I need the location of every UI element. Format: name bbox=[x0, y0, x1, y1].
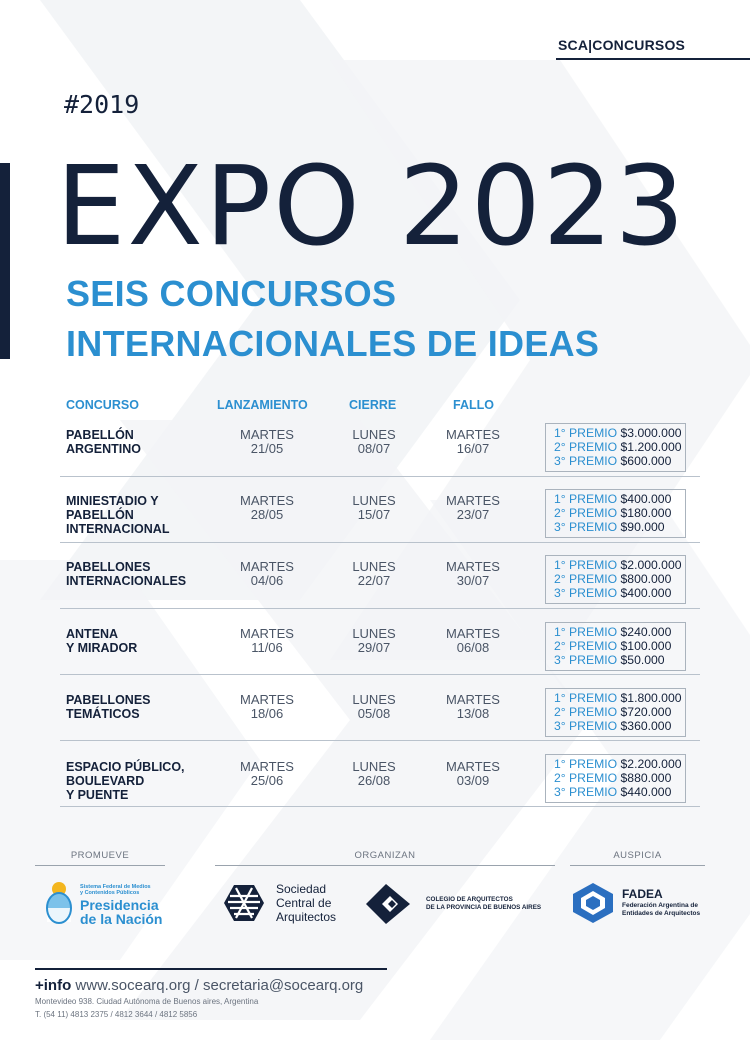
competition-name-line: INTERNACIONAL bbox=[66, 522, 170, 536]
row-divider bbox=[60, 608, 700, 609]
auspicia-divider bbox=[570, 865, 705, 866]
launch-date: MARTES 04/06 bbox=[240, 559, 294, 588]
prize-box: 1° PREMIO $3.000.000 2° PREMIO $1.200.000 3° PREMIO $600.000 bbox=[545, 423, 686, 472]
brand-underline bbox=[556, 58, 750, 60]
launch-date: MARTES 18/06 bbox=[240, 692, 294, 721]
subtitle-line-2: INTERNACIONALES DE IDEAS bbox=[66, 323, 600, 364]
verdict-date: MARTES 03/09 bbox=[446, 759, 500, 788]
argentina-coat-of-arms-icon bbox=[42, 880, 76, 926]
promueve-label: PROMUEVE bbox=[70, 850, 130, 861]
close-date: LUNES 22/07 bbox=[352, 559, 396, 588]
promueve-divider bbox=[35, 865, 165, 866]
header-lanzamiento: LANZAMIENTO bbox=[217, 398, 308, 412]
info-links[interactable]: www.socearq.org / secretaria@socearq.org bbox=[75, 977, 364, 994]
competition-name-line: PABELLONES bbox=[66, 693, 151, 707]
prize-box: 1° PREMIO $240.000 2° PREMIO $100.000 3° PREMIO $50.000 bbox=[545, 622, 686, 671]
competition-name-line: Y MIRADOR bbox=[66, 641, 138, 655]
launch-date: MARTES 11/06 bbox=[240, 626, 294, 655]
info-line bbox=[35, 977, 363, 994]
organizan-divider bbox=[215, 865, 555, 866]
verdict-date: MARTES 06/08 bbox=[446, 626, 500, 655]
info-label: +info bbox=[35, 977, 72, 994]
fadea-logo-icon bbox=[571, 882, 615, 924]
colegio-arquitectos-logo-icon bbox=[364, 882, 412, 926]
phone: T. (54 11) 4813 2375 / 4812 3644 / 4812 5856 bbox=[35, 1010, 198, 1019]
header-cierre: CIERRE bbox=[349, 398, 397, 412]
prize-box: 1° PREMIO $400.000 2° PREMIO $180.000 3° PREMIO $90.000 bbox=[545, 489, 686, 538]
competition-name-line: Y PUENTE bbox=[66, 788, 129, 802]
presidencia-logo-text: Presidencia de la Nación bbox=[80, 897, 163, 927]
fadea-title: FADEA bbox=[622, 887, 663, 901]
competition-name bbox=[66, 627, 137, 655]
launch-date: MARTES 25/06 bbox=[240, 759, 294, 788]
row-divider bbox=[60, 806, 700, 807]
close-date: LUNES 26/08 bbox=[352, 759, 396, 788]
page-title: EXPO 2023 bbox=[56, 142, 687, 270]
competition-name bbox=[66, 494, 169, 536]
verdict-date: MARTES 16/07 bbox=[446, 427, 500, 456]
competition-name-line: PABELLONES bbox=[66, 560, 151, 574]
hashtag: #2019 bbox=[64, 90, 140, 119]
verdict-date: MARTES 13/08 bbox=[446, 692, 500, 721]
row-divider bbox=[60, 674, 700, 675]
row-divider bbox=[60, 542, 700, 543]
verdict-date: MARTES 23/07 bbox=[446, 493, 500, 522]
competition-name-line: TEMÁTICOS bbox=[66, 707, 140, 721]
competition-name bbox=[66, 428, 141, 456]
competition-name bbox=[66, 693, 151, 721]
auspicia-label: AUSPICIA bbox=[613, 850, 662, 861]
sca-logo-icon bbox=[222, 882, 266, 924]
competition-name-line: ANTENA bbox=[66, 627, 119, 641]
header-fallo: FALLO bbox=[453, 398, 494, 412]
colegio-logo-text: COLEGIO DE ARQUITECTOS DE LA PROVINCIA DE BUENOS AIRES bbox=[426, 896, 542, 911]
row-divider bbox=[60, 740, 700, 741]
close-date: LUNES 08/07 bbox=[352, 427, 396, 456]
fadea-subtitle: Federación Argentina de Entidades de Arquitectos bbox=[622, 902, 701, 917]
header-concurso: CONCURSO bbox=[66, 398, 139, 412]
competition-name bbox=[66, 560, 186, 588]
subtitle-line-1: SEIS CONCURSOS bbox=[66, 273, 397, 314]
prize-box: 1° PREMIO $2.200.000 2° PREMIO $880.000 3° PREMIO $440.000 bbox=[545, 754, 686, 803]
competition-name-line: PABELLÓN bbox=[66, 428, 134, 442]
competition-name bbox=[66, 760, 185, 802]
left-accent-bar bbox=[0, 163, 10, 359]
competition-name-line: ESPACIO PÚBLICO, bbox=[66, 760, 185, 774]
brand-label: SCA|CONCURSOS bbox=[558, 37, 686, 53]
address: Montevideo 938. Ciudad Autónoma de Buenos aires, Argentina bbox=[35, 997, 259, 1006]
competition-name-line: INTERNACIONALES bbox=[66, 574, 187, 588]
row-divider bbox=[60, 476, 700, 477]
competition-name-line: PABELLÓN bbox=[66, 508, 134, 522]
launch-date: MARTES 21/05 bbox=[240, 427, 294, 456]
close-date: LUNES 29/07 bbox=[352, 626, 396, 655]
prize-box: 1° PREMIO $1.800.000 2° PREMIO $720.000 3° PREMIO $360.000 bbox=[545, 688, 686, 737]
verdict-date: MARTES 30/07 bbox=[446, 559, 500, 588]
sca-logo-text: Sociedad Central de Arquitectos bbox=[276, 882, 337, 924]
launch-date: MARTES 28/05 bbox=[240, 493, 294, 522]
competition-name-line: ARGENTINO bbox=[66, 442, 141, 456]
close-date: LUNES 05/08 bbox=[352, 692, 396, 721]
competition-name-line: MINIESTADIO Y bbox=[66, 494, 159, 508]
competition-name-line: BOULEVARD bbox=[66, 774, 145, 788]
organizan-label: ORGANIZAN bbox=[354, 850, 416, 861]
close-date: LUNES 15/07 bbox=[352, 493, 396, 522]
prize-box: 1° PREMIO $2.000.000 2° PREMIO $800.000 3° PREMIO $400.000 bbox=[545, 555, 686, 604]
presidencia-small-text: Sistema Federal de Medios y Contenidos Públicos bbox=[80, 884, 151, 896]
info-divider bbox=[35, 968, 387, 970]
